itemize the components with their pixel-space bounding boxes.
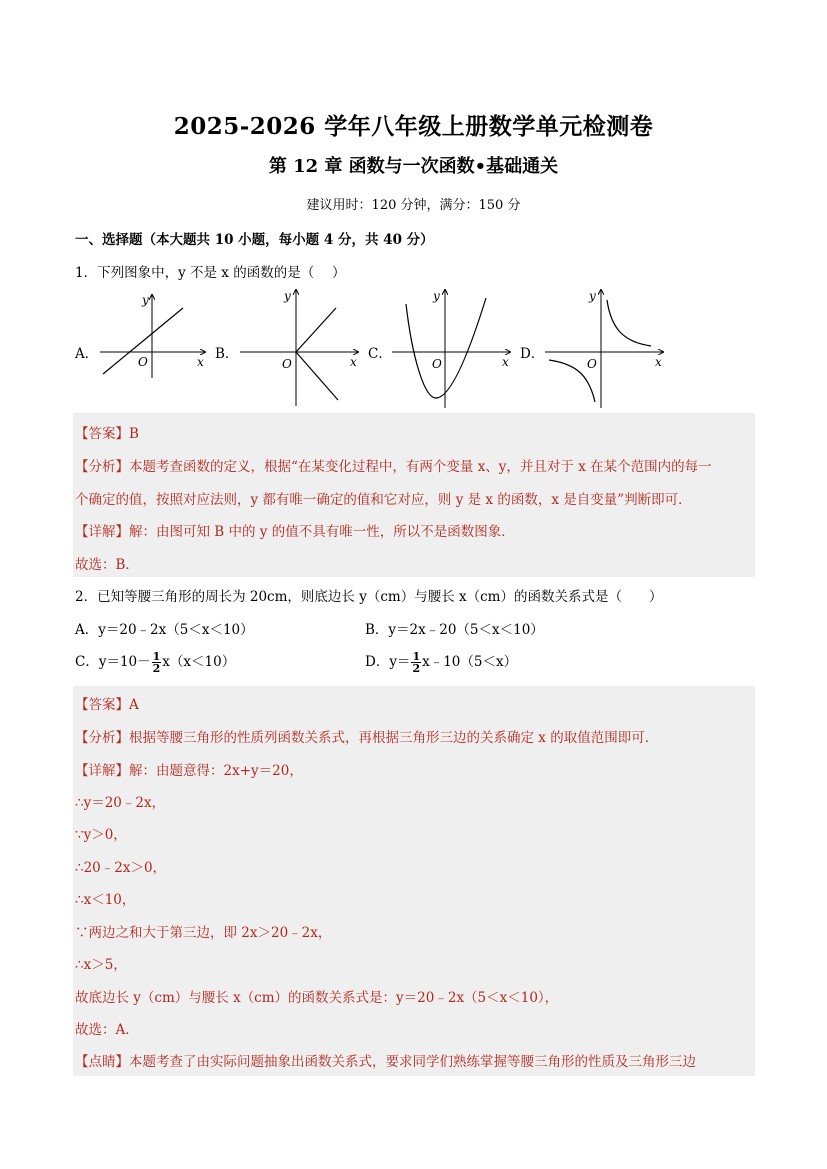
fraction xyxy=(411,651,421,674)
q1-choice: 故选：B． xyxy=(75,557,139,573)
graph-b xyxy=(238,286,363,411)
graph-c xyxy=(390,286,515,411)
x-label: x xyxy=(502,355,509,369)
q2-option-d-prefix: D．y＝ xyxy=(365,654,411,670)
fraction xyxy=(152,651,162,674)
section-heading: 一、选择题（本大题共 10 小题，每小题 4 分，共 40 分） xyxy=(75,232,434,248)
origin-label: O xyxy=(282,357,292,371)
q2-option-d-suffix: x﹣10（5＜x） xyxy=(422,654,518,670)
fraction-numerator: 1 xyxy=(152,650,161,663)
x-label: x xyxy=(197,355,204,369)
origin-label: O xyxy=(432,357,442,371)
x-label: x xyxy=(350,355,357,369)
q1-detail: 【详解】解：由图可知 B 中的 y 的值不具有唯一性，所以不是函数图象． xyxy=(75,524,515,540)
q2-option-c-suffix: x（x＜10） xyxy=(162,654,236,670)
y-label: y xyxy=(589,289,596,303)
option-c-label: C． xyxy=(368,346,392,362)
fraction-numerator: 1 xyxy=(412,650,421,663)
q2-analysis: 【分析】根据等腰三角形的性质列函数关系式，再根据三角形三边的关系确定 x 的取值范围即可． xyxy=(75,730,659,746)
origin-label: O xyxy=(138,355,148,369)
q2-answer: 【答案】A xyxy=(75,697,139,713)
graph-b-lower-branch xyxy=(296,352,338,400)
q2-step-2: ∴y＝20﹣2x， xyxy=(75,795,166,811)
q2-comment: 【点睛】本题考查了由实际问题抽象出函数关系式，要求同学们熟练掌握等腰三角形的性质及三角形三边 xyxy=(75,1054,696,1070)
graph-c-parabola xyxy=(406,298,486,398)
option-d-label: D． xyxy=(520,346,545,362)
exam-meta: 建议用时：120 分钟，满分：150 分 xyxy=(306,198,521,213)
q2-step-1: 【详解】解：由题意得：2x+y＝20， xyxy=(75,763,303,779)
origin-label: O xyxy=(587,357,597,371)
q2-step-3: ∵y＞0， xyxy=(75,827,127,843)
graph-b-upper-branch xyxy=(296,308,336,352)
fraction-denominator: 2 xyxy=(152,662,161,675)
q2-step-9: 故选：A． xyxy=(75,1022,139,1038)
q2-option-d xyxy=(365,650,517,674)
q2-step-6: ∵两边之和大于第三边，即 2x＞20﹣2x， xyxy=(75,925,332,941)
option-a-label: A． xyxy=(75,346,99,362)
graph-d-branch-upper xyxy=(607,300,651,346)
graph-a xyxy=(95,290,215,380)
q2-option-c xyxy=(75,650,235,674)
y-label: y xyxy=(284,289,291,303)
q2-step-7: ∴x＞5， xyxy=(75,957,127,973)
graph-d xyxy=(543,286,668,411)
q2-option-b: B．y＝2x﹣20（5＜x＜10） xyxy=(365,622,544,638)
page-title: 2025-2026 学年八年级上册数学单元检测卷 xyxy=(173,113,654,140)
q2-option-c-prefix: C．y＝10－ xyxy=(75,654,151,670)
q2-option-a: A．y＝20﹣2x（5＜x＜10） xyxy=(75,622,254,638)
q1-analysis-line2: 个确定的值，按照对应法则，y 都有唯一确定的值和它对应，则 y 是 x 的函数，x 是自变量”判断即可． xyxy=(75,492,692,508)
page-subtitle: 第 12 章 函数与一次函数•基础通关 xyxy=(268,156,559,177)
question-1-stem: 1．下列图象中，y 不是 x 的函数的是（ ） xyxy=(75,265,346,281)
y-label: y xyxy=(433,289,440,303)
x-label: x xyxy=(655,355,662,369)
q2-step-8: 故底边长 y（cm）与腰长 x（cm）的函数关系式是：y＝20﹣2x（5＜x＜10）， xyxy=(75,990,559,1006)
q1-analysis-line1: 【分析】本题考查函数的定义，根据“在某变化过程中，有两个变量 x、y，并且对于 x 在某个范围内的每一 xyxy=(75,459,712,475)
q2-step-5: ∴x＜10， xyxy=(75,892,136,908)
option-b-label: B． xyxy=(215,346,239,362)
q2-step-4: ∴20﹣2x＞0， xyxy=(75,860,167,876)
y-label: y xyxy=(142,293,149,307)
q1-answer: 【答案】B xyxy=(75,426,139,442)
fraction-denominator: 2 xyxy=(412,662,421,675)
question-2-stem: 2．已知等腰三角形的周长为 20cm，则底边长 y（cm）与腰长 x（cm）的函数关系式是（ ） xyxy=(75,589,663,605)
